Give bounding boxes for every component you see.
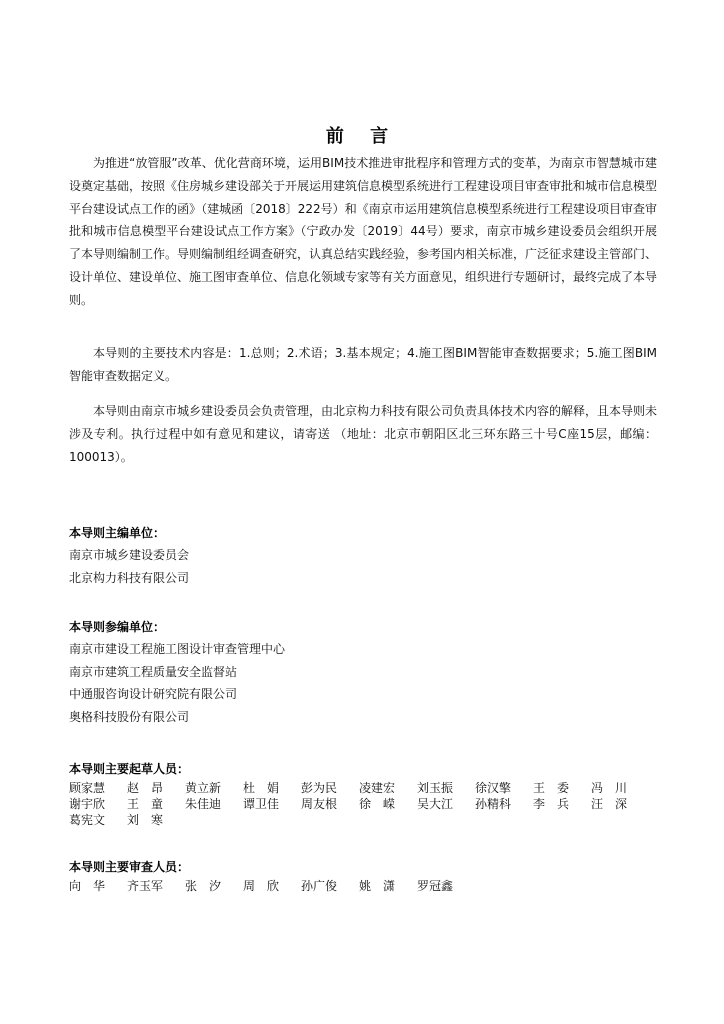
person-name: 张 汐 <box>185 879 222 893</box>
participating-units-heading: 本导则参编单位： <box>69 620 166 634</box>
person-name: 徐 嵘 <box>359 797 396 811</box>
drafters-section <box>69 758 657 828</box>
person-name: 徐汉擎 <box>475 781 512 795</box>
person-name: 周友根 <box>301 797 338 811</box>
person-name: 周 欣 <box>243 879 280 893</box>
participating-units-section <box>69 616 657 728</box>
participating-unit-item: 中通服咨询设计研究院有限公司 <box>69 687 238 701</box>
chief-units-section <box>69 522 657 589</box>
preface-paragraph-3: 本导则由南京市城乡建设委员会负责管理，由北京构力科技有限公司负责具体技术内容的解释，且本导则未涉及专利。执行过程中如有意见和建议，请寄送 （地址：北京市朝阳区北三环东路三十号C座15层，邮编：100013）。 <box>69 404 658 464</box>
person-name: 吴大江 <box>417 797 454 811</box>
person-name: 冯 川 <box>591 781 628 795</box>
person-name: 刘 寒 <box>127 813 164 827</box>
person-name: 孙广俊 <box>301 879 338 893</box>
person-name: 谢宇欣 <box>69 797 106 811</box>
reviewers-name-list <box>69 878 657 894</box>
chief-units-heading: 本导则主编单位： <box>69 526 166 540</box>
person-name: 孙精科 <box>475 797 512 811</box>
person-name: 齐玉军 <box>127 879 164 893</box>
reviewers-heading: 本导则主要审查人员： <box>69 860 190 874</box>
chief-unit-item: 北京构力科技有限公司 <box>69 570 190 585</box>
person-name: 顾家慧 <box>69 781 106 795</box>
person-name: 罗冠鑫 <box>417 879 454 893</box>
person-name: 葛宪文 <box>69 813 106 827</box>
drafters-heading: 本导则主要起草人员： <box>69 762 190 776</box>
person-name: 姚 潇 <box>359 879 396 893</box>
person-name: 王 委 <box>533 781 570 795</box>
participating-unit-item: 奥格科技股份有限公司 <box>69 709 190 724</box>
reviewers-section <box>69 856 657 894</box>
person-name: 刘玉振 <box>417 781 454 795</box>
preface-paragraph-1: 为推进“放管服”改革、优化营商环境，运用BIM技术推进审批程序和管理方式的变革，为南京市智慧城市建设奠定基础，按照《住房城乡建设部关于开展运用建筑信息模型系统进行工程建设项目审查审批和城市信息模型平台建设试点工作的函》（建城函〔2018〕222号）和《南京市运用建筑信息模型系统进行工程建设项目审查审批和城市信息模型平台建设试点工作方案》（宁政办发〔2019〕44号）要求，南京市城乡建设委员会组织开展了本导则编制工作。导则编制组经调查研究，认真总结实践经验，参考国内相关标准，广泛征求建设主管部门、设计单位、建设单位、施工图审查单位、信息化领域专家等有关方面意见，组织进行专题研讨，最终完成了本导则。 <box>69 156 658 307</box>
person-name: 杜 娟 <box>243 781 280 795</box>
person-name: 王 童 <box>127 797 164 811</box>
drafters-name-list <box>69 780 657 828</box>
participating-unit-item: 南京市建设工程施工图设计审查管理中心 <box>69 642 286 656</box>
chief-unit-item: 南京市城乡建设委员会 <box>69 548 190 562</box>
person-name: 凌建宏 <box>359 781 396 795</box>
page-title: 前 言 <box>325 126 399 147</box>
person-name: 赵 昂 <box>127 781 164 795</box>
person-name: 汪 深 <box>591 797 628 811</box>
person-name: 黄立新 <box>185 781 222 795</box>
person-name: 朱佳迪 <box>185 797 222 811</box>
preface-paragraph-2: 本导则的主要技术内容是：1.总则；2.术语；3.基本规定；4.施工图BIM智能审查数据要求；5.施工图BIM智能审查数据定义。 <box>69 346 657 383</box>
person-name: 李 兵 <box>533 797 570 811</box>
person-name: 谭卫佳 <box>243 797 280 811</box>
person-name: 彭为民 <box>301 781 338 795</box>
person-name: 向 华 <box>69 879 106 893</box>
participating-unit-item: 南京市建筑工程质量安全监督站 <box>69 664 238 679</box>
